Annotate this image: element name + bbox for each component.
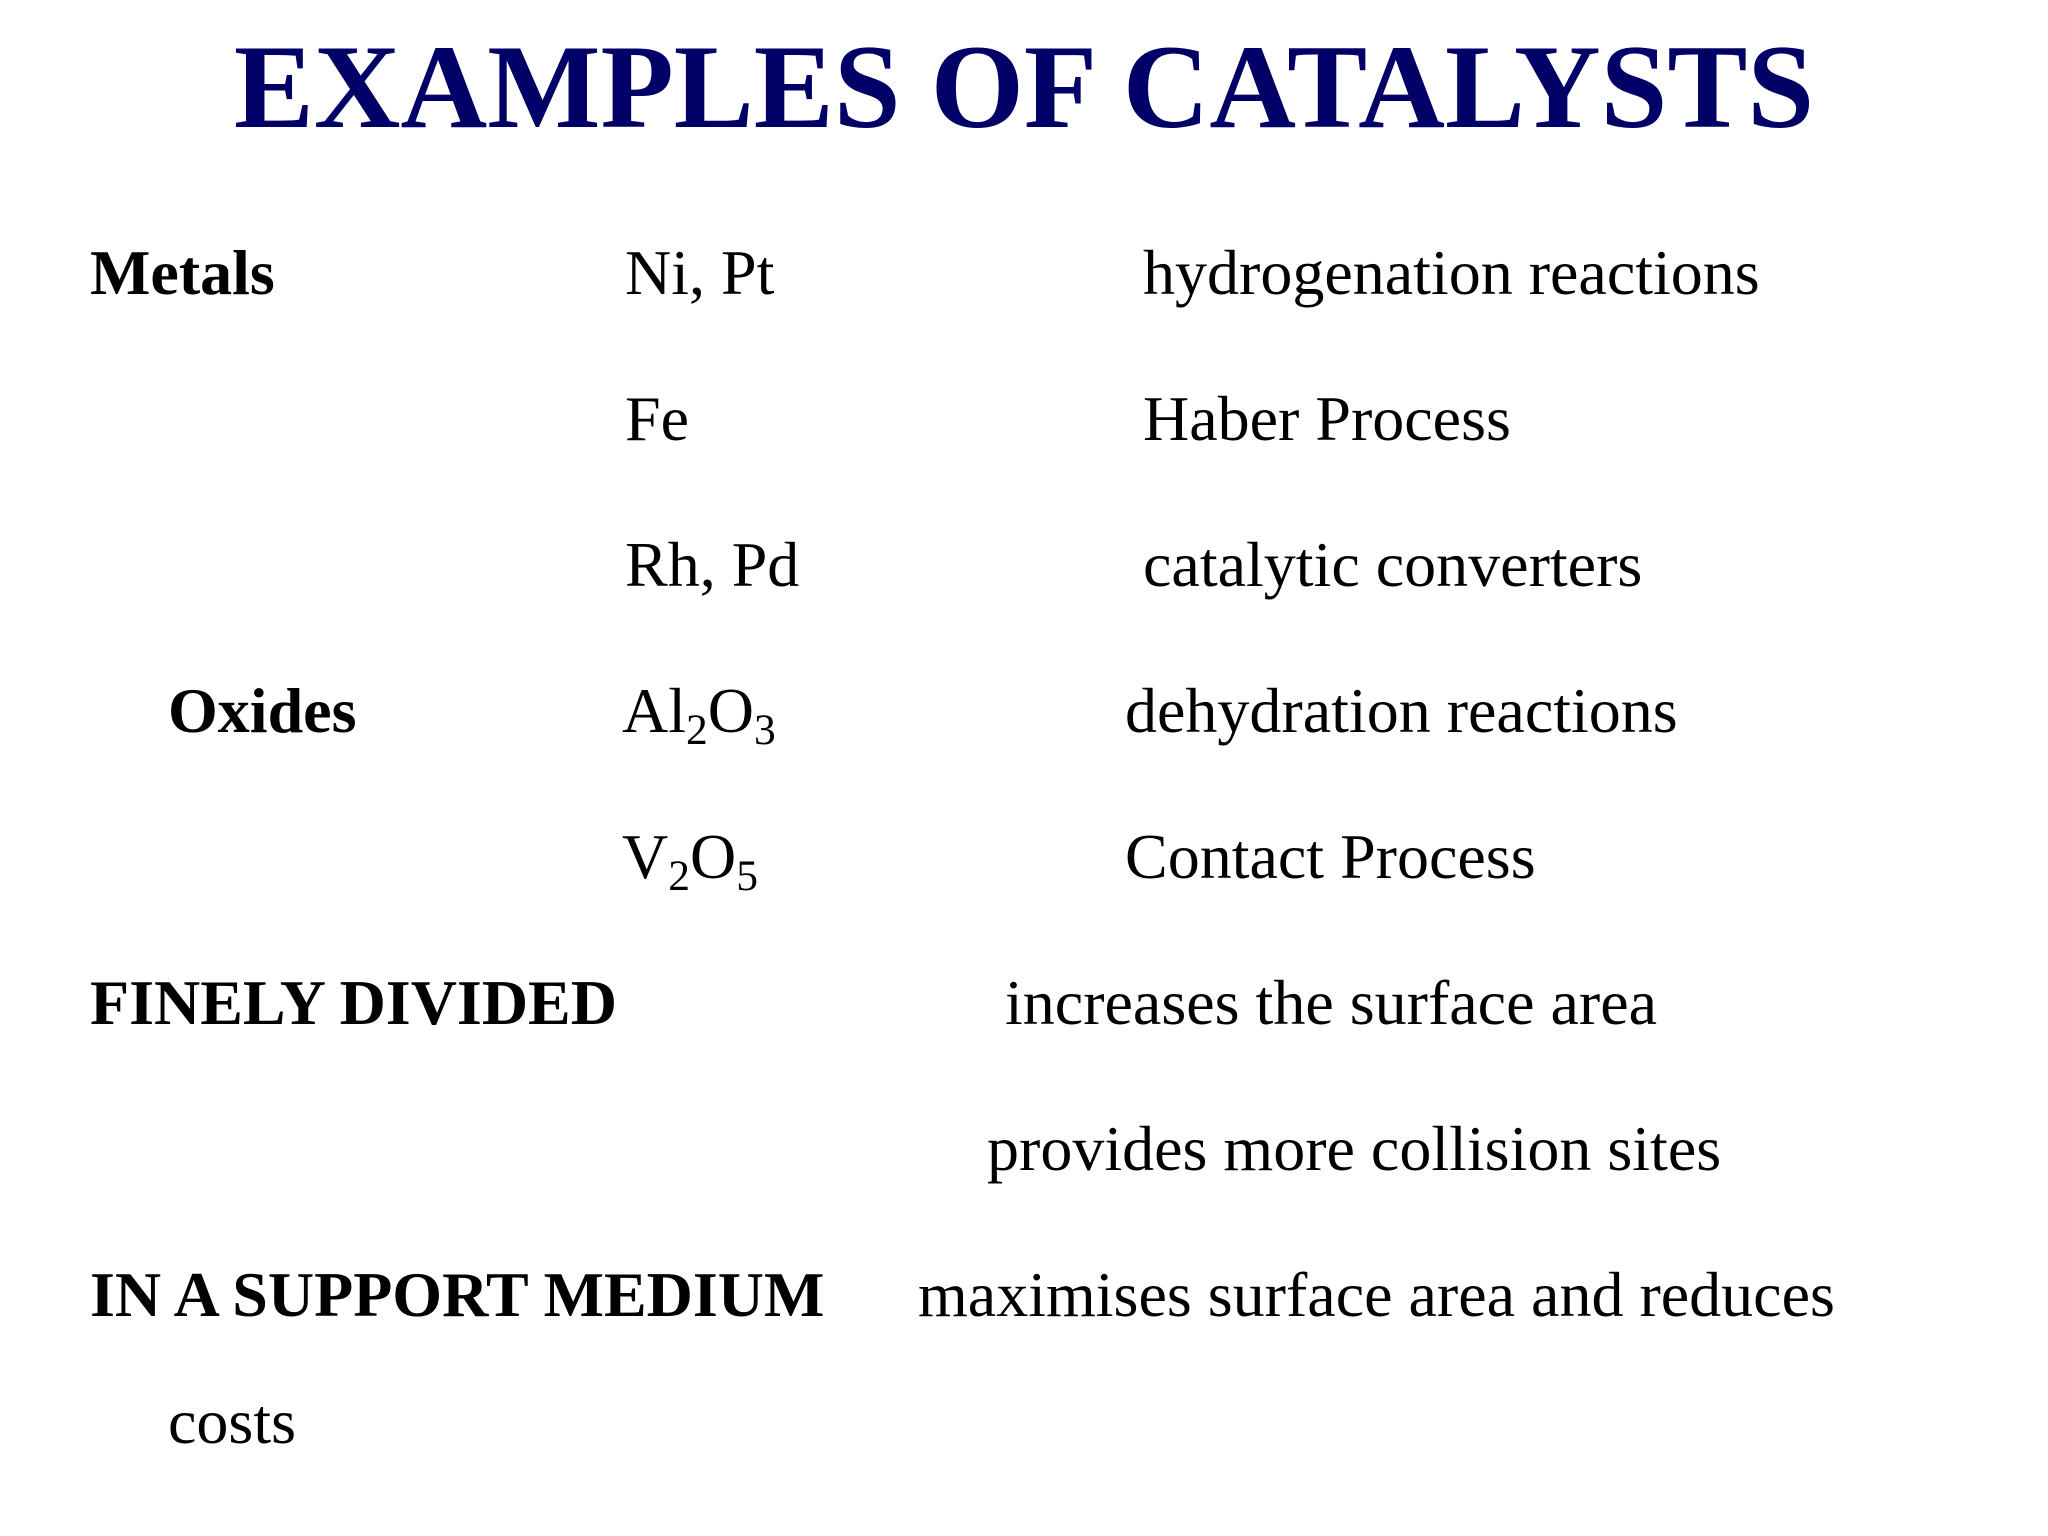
metals-use-1: hydrogenation reactions xyxy=(1143,237,1760,308)
slide-title: EXAMPLES OF CATALYSTS xyxy=(233,20,1815,153)
formula-element-o: O xyxy=(689,821,737,892)
formula-subscript: 5 xyxy=(736,852,758,901)
finely-divided-point-1: increases the surface area xyxy=(1005,967,1657,1038)
oxides-catalyst-2 xyxy=(622,819,758,901)
formula-element-al: Al xyxy=(622,675,686,746)
metals-use-3: catalytic converters xyxy=(1143,529,1643,600)
oxides-use-2: Contact Process xyxy=(1125,821,1536,892)
metals-catalyst-1: Ni, Pt xyxy=(625,237,775,308)
metals-catalyst-3: Rh, Pd xyxy=(625,529,800,600)
formula-element-o: O xyxy=(707,675,754,746)
finely-divided-point-2: provides more collision sites xyxy=(987,1113,1722,1184)
support-medium-text-line2: costs xyxy=(168,1386,296,1457)
oxides-catalyst-1 xyxy=(622,673,776,755)
formula-subscript: 3 xyxy=(753,706,776,755)
oxides-label: Oxides xyxy=(168,675,357,746)
formula-subscript: 2 xyxy=(668,852,690,901)
support-medium-label: IN A SUPPORT MEDIUM xyxy=(90,1259,825,1330)
support-medium-text-line1: maximises surface area and reduces xyxy=(918,1259,1835,1330)
metals-label: Metals xyxy=(90,237,275,308)
finely-divided-label: FINELY DIVIDED xyxy=(90,967,617,1038)
oxides-use-1: dehydration reactions xyxy=(1125,675,1678,746)
metals-use-2: Haber Process xyxy=(1143,383,1511,454)
formula-subscript: 2 xyxy=(686,706,708,755)
formula-element-v: V xyxy=(622,821,669,892)
metals-catalyst-2: Fe xyxy=(625,383,689,454)
